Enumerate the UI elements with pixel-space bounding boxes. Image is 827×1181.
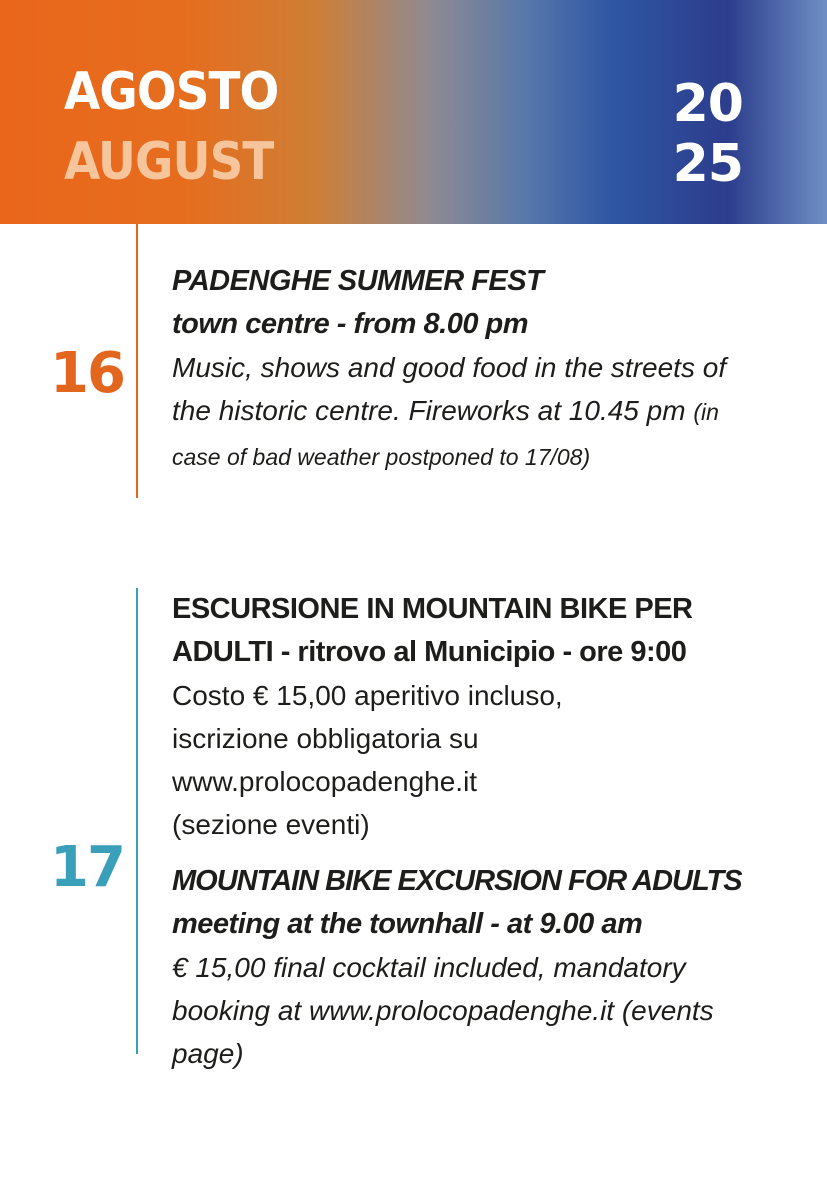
- event-registration-italian: iscrizione obbligatoria su: [172, 723, 479, 754]
- month-header: [0, 0, 827, 224]
- event-location-time-english: meeting at the townhall - at 9.00 am: [172, 908, 643, 940]
- divider-orange: [136, 224, 138, 498]
- event-description-english: € 15,00 final cocktail included, mandatory booking at www.prolocopadenghe.it (events page): [172, 952, 714, 1069]
- event-section-italian: (sezione eventi): [172, 809, 370, 840]
- event-title-english: MOUNTAIN BIKE EXCURSION FOR ADULTS: [172, 865, 742, 897]
- event-mtb-english: [172, 860, 802, 1075]
- year-bottom: 25: [672, 134, 743, 194]
- event-title: PADENGHE SUMMER FEST: [172, 265, 544, 297]
- divider-blue: [136, 588, 138, 1054]
- event-cost-italian: Costo € 15,00 aperitivo incluso,: [172, 680, 563, 711]
- event-description: [172, 346, 762, 479]
- year: [673, 74, 743, 194]
- year-top: 20: [672, 74, 743, 134]
- event-website[interactable]: www.prolocopadenghe.it: [172, 766, 478, 797]
- day-number-16: 16: [50, 341, 124, 406]
- event-weather-note: (in case of bad weather postponed to 17/08): [172, 399, 719, 470]
- event-title-italian: ESCURSIONE IN MOUNTAIN BIKE PER ADULTI - ritrovo al Municipio - ore 9:00: [172, 593, 693, 668]
- event-summer-fest: [172, 260, 802, 479]
- month-italian: AGOSTO: [64, 62, 279, 122]
- event-description-text: Music, shows and good food in the streets of the historic centre. Fireworks at 10.45 pm: [172, 352, 727, 426]
- event-location-time: town centre - from 8.00 pm: [172, 308, 529, 340]
- day-number-17: 17: [50, 835, 124, 900]
- event-mtb-italian: [172, 588, 802, 846]
- month-english: AUGUST: [64, 132, 274, 192]
